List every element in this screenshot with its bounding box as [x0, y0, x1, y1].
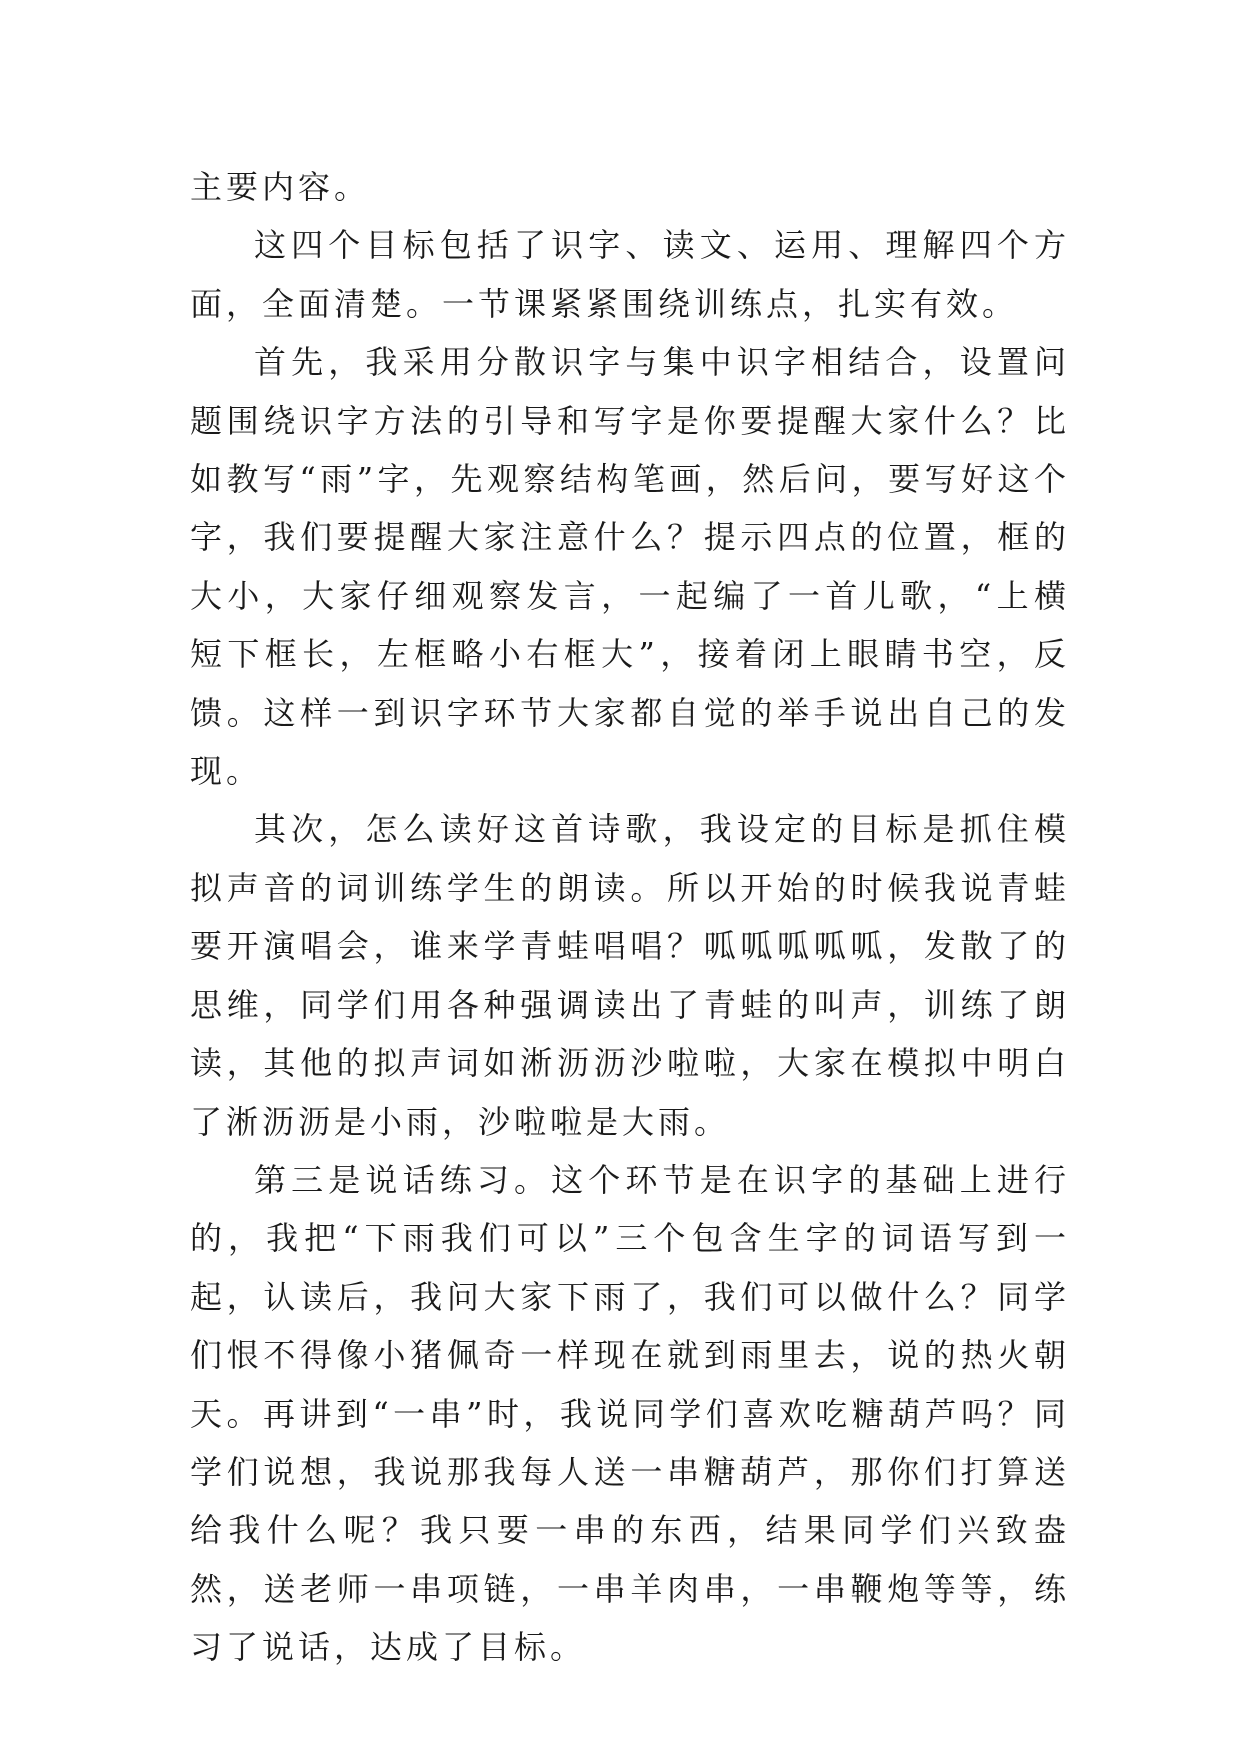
paragraph-5: 第三是说话练习。这个环节是在识字的基础上进行的，我把“下雨我们可以”三个包含生字的词语写到一起，认读后，我问大家下雨了，我们可以做什么？同学们恨不得像小猪佩奇一样现在就到雨里去，说的热火朝天。再讲到“一串”时，我说同学们喜欢吃糖葫芦吗？同学们说想，我说那我每人送一串糖葫芦，那你们打算送给我什么呢？我只要一串的东西，结果同学们兴致盎然，送老师一串项链，一串羊肉串，一串鞭炮等等，练习了说话，达成了目标。: [190, 1160, 1070, 1667]
paragraph-2: 这四个目标包括了识字、读文、运用、理解四个方面，全面清楚。一节课紧紧围绕训练点，扎实有效。: [190, 226, 1070, 323]
paragraph-4: 其次，怎么读好这首诗歌，我设定的目标是抓住模拟声音的词训练学生的朗读。所以开始的时候我说青蛙要开演唱会，谁来学青蛙唱唱？呱呱呱呱呱，发散了的思维，同学们用各种强调读出了青蛙的叫声，训练了朗读，其他的拟声词如淅沥沥沙啦啦，大家在模拟中明白了淅沥沥是小雨，沙啦啦是大雨。: [190, 810, 1070, 1141]
paragraph-1: 主要内容。: [190, 168, 371, 206]
document-body: [190, 158, 1070, 1677]
paragraph-3: 首先，我采用分散识字与集中识字相结合，设置问题围绕识字方法的引导和写字是你要提醒大家什么？比如教写“雨”字，先观察结构笔画，然后问，要写好这个字，我们要提醒大家注意什么？提示四点的位置，框的大小，大家仔细观察发言，一起编了一首儿歌，“上横短下框长，左框略小右框大”，接着闭上眼睛书空，反馈。这样一到识字环节大家都自觉的举手说出自己的发现。: [190, 343, 1070, 791]
